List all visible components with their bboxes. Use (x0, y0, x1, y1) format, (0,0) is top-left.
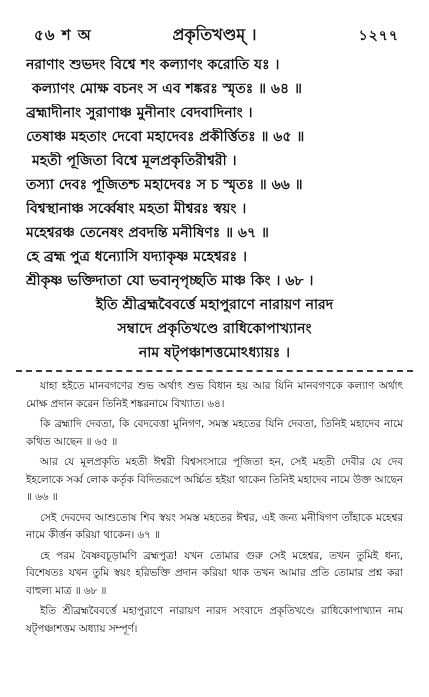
section-title: প্রকৃতিখণ্ডম্ । (172, 25, 257, 44)
verse-line-8: মহেশ্বরঞ্চ তেনেষং প্রবদন্তি মনীষিণঃ ॥ ৬৭ ॥ (26, 225, 269, 241)
colophon-line-3: নাম ষট্পঞ্চাশত্তমোঽধ্যায়ঃ । (138, 345, 291, 361)
sanskrit-verses (26, 56, 403, 296)
translation-colophon: ইতি শ্রীব্রহ্মবৈবর্ত্তে মহাপুরাণে নারায়ণ নারদ সংবাদে প্রকৃতিখণ্ডে রাধিকোপাখ্যান নাম ষট্পঞ্চাশত্তম অধ্যায় সম্পূর্ণ। (26, 605, 403, 635)
translation-paragraph-67: সেই দেবদেব আশুতোষ শিব স্বয়ং সমস্ত মহতের ঈশ্বর, এই জন্য মনীষিগণ তাঁহাকে মহেশ্বর নামে কীর্ত্তন করিয়া থাকেন। ৬৭ ॥ (26, 511, 403, 541)
verse-line-2: কল্যাণং মোক্ষ বচনং স এব শঙ্করঃ স্মৃতঃ ॥ ৬৪ ॥ (32, 81, 302, 97)
verse-line-7: বিশ্বস্থানাঞ্চ সর্ব্বেষাং মহতা মীশ্বরঃ স্বয়ং । (26, 201, 247, 217)
chapter-colophon (26, 296, 403, 368)
running-header (26, 12, 403, 46)
verse-line-10: শ্রীকৃষ্ণ ভক্তিদাতা যো ভবানৃপৃচ্ছতি মাঞ্চ কিং । ৬৮ । (26, 273, 314, 289)
verse-line-1: নরাণাং শুভদং বিশ্বে শং কল্যাণং করোতি যঃ । (26, 57, 280, 73)
separator-rule (16, 370, 413, 372)
verse-line-6: তস্যা দেবঃ পূজিতশ্চ মহাদেবঃ স চ স্মৃতঃ ॥ ৬৬ ॥ (26, 177, 303, 193)
verse-line-9: হে ব্রহ্ম পুত্র ধন্যোসি যদ্যাকৃষ্ণ মহেশ্বরঃ । (26, 249, 248, 265)
verse-line-3: ব্রহ্মাদীনাং সুরাণাঞ্চ মুনীনাং বেদবাদিনাং । (26, 105, 253, 121)
translation-paragraph-64: যাহা হইতে মানবগণের শুভ অর্থাৎ শুভ বিধান হয় আর যিনি মানবগণকে কল্যাণ অর্থাৎ মোক্ষ প্রদান করেন তিনিই শঙ্করনামে বিখ্যাত। ৬৪। (26, 380, 403, 410)
page-number: ১২৭৭ (358, 28, 399, 44)
translation-paragraph-68: হে পরম বৈষ্ণবচূড়ামণি ব্রহ্মপুত্র! যখন তোমার গুরু সেই মহেশ্বর, তখন তুমিই ধন্য, বিশেষতঃ যখন তুমি স্বয়ং হরিভক্তি প্রদান করিয়া থাক তখন আমার প্রতি তোমার প্রশ্ন করা বাহুল্য মাত্র ॥ ৬৮ ॥ (26, 549, 403, 597)
colophon-line-2: সম্বাদে প্রকৃতিখণ্ডে রাধিকোপাখ্যানং (117, 321, 312, 337)
translation-paragraph-66: আর যে মূলপ্রকৃতি মহতী ঈশ্বরী বিশ্বসংসারে পূজিতা হন, সেই মহতী দেবীর যে দেব ইহলোকে সর্ব্ব লোক কর্তৃক বিদিতরূপে অর্চ্চিত হইয়া থাকেন তিনিই মহাদেব নামে উক্ত আছেন ॥ ৬৬ ॥ (26, 456, 403, 503)
bengali-translation (26, 378, 403, 638)
translation-paragraph-65: কি ব্রহ্মাদি দেবতা, কি বেদবেত্তা মুনিগণ, সমস্ত মহতের যিনি দেবতা, তিনিই মহাদেব নামে কথিত আছেন ॥ ৬৫ ॥ (26, 418, 403, 448)
verse-line-5: মহতী পূজিতা বিশ্বে মূলপ্রকৃতিরীশ্বরী । (32, 153, 237, 169)
colophon-line-1: ইতি শ্রীব্রহ্মবৈবর্ত্তে মহাপুরাণে নারায়ণ নারদ (95, 297, 334, 313)
signature-mark: ৫৬ শ অ (34, 26, 92, 44)
verse-line-4: তেষাঞ্চ মহতাং দেবো মহাদেবঃ প্রকীর্ত্তিতঃ ॥ ৬৫ ॥ (26, 129, 305, 145)
